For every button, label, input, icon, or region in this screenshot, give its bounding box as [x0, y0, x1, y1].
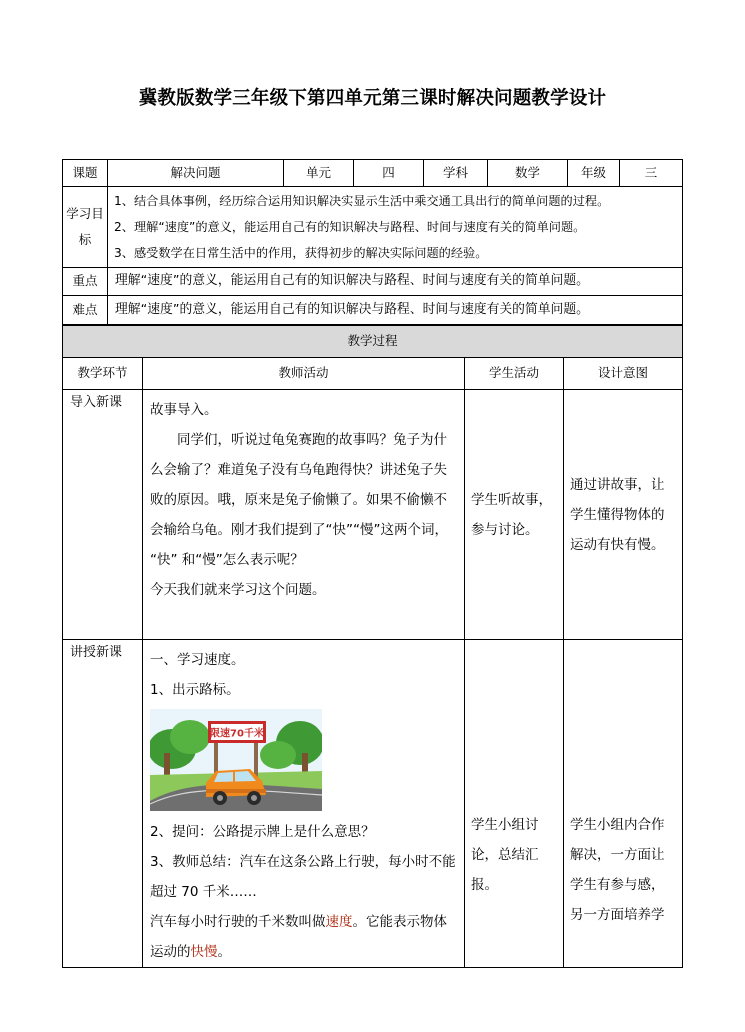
table-row [63, 390, 683, 640]
teacher-line: 一、学习速度。 [150, 652, 245, 668]
subject-label: 学科 [424, 160, 488, 187]
stage-intro: 导入新课 [63, 390, 143, 640]
speed-definition-part: 。它能表示物体运动的 [150, 914, 447, 960]
lesson-info-table [62, 159, 683, 325]
subject-value: 数学 [488, 160, 568, 187]
difficulty-value: 理解“速度”的意义，能运用自己有的知识解决与路程、时间与速度有关的简单问题。 [108, 296, 683, 325]
teacher-line: 故事导入。 [150, 402, 218, 418]
design-intent-new: 学生小组内合作解决，一方面让学生有参与感，另一方面培养学 [564, 640, 683, 968]
column-header-student: 学生活动 [465, 358, 564, 390]
teacher-line: 今天我们就来学习这个问题。 [150, 582, 326, 598]
teacher-line: 2、提问：公路提示牌上是什么意思？ [150, 824, 375, 840]
difficulty-label: 难点 [63, 296, 108, 325]
stage-new-lesson: 讲授新课 [63, 640, 143, 968]
student-activity-intro: 学生听故事，参与讨论。 [465, 390, 564, 640]
teaching-process-table [62, 325, 683, 968]
table-row [63, 640, 683, 968]
objective-item: 3、感受数学在日常生活中的作用，获得初步的解决实际问题的经验。 [114, 246, 488, 260]
speed-definition [150, 907, 457, 967]
column-header-stage: 教学环节 [63, 358, 143, 390]
teacher-activity-intro [143, 390, 465, 640]
document-title: 冀教版数学三年级下第四单元第三课时解决问题教学设计 [138, 88, 607, 109]
objective-item: 1、结合具体事例，经历综合运用知识解决实显示生活中乘交通工具出行的简单问题的过程。 [114, 194, 610, 208]
teacher-line: 1、出示路标。 [150, 682, 240, 698]
unit-label: 单元 [284, 160, 354, 187]
objectives-label: 学习目标 [63, 187, 108, 268]
objective-item: 2、理解“速度”的意义，能运用自己有的知识解决与路程、时间与速度有关的简单问题。 [114, 220, 586, 234]
speed-definition-part: 。 [217, 944, 231, 960]
grade-label: 年级 [568, 160, 620, 187]
design-intent-intro: 通过讲故事，让学生懂得物体的运动有快有慢。 [564, 390, 683, 640]
speed-term: 速度 [325, 914, 353, 930]
topic-value: 解决问题 [108, 160, 284, 187]
unit-value: 四 [354, 160, 424, 187]
speed-definition-part: 汽车每小时行驶的千米数叫做 [150, 914, 326, 930]
process-heading: 教学过程 [63, 326, 683, 358]
speed-term-fast-slow: 快慢 [190, 944, 218, 960]
student-activity-new: 学生小组讨论，总结汇报。 [465, 640, 564, 968]
speed-limit-sign-text: 限速70千米 [210, 728, 264, 740]
teacher-line: “快” 和“慢”怎么表示呢？ [150, 552, 304, 568]
road-sign-picture [150, 709, 322, 811]
key-point-value: 理解“速度”的意义，能运用自己有的知识解决与路程、时间与速度有关的简单问题。 [108, 268, 683, 296]
grade-value: 三 [620, 160, 683, 187]
objectives-cell [108, 187, 683, 268]
topic-label: 课题 [63, 160, 108, 187]
column-header-teacher: 教师活动 [143, 358, 465, 390]
teacher-line: 同学们，听说过龟兔赛跑的故事吗？兔子为什么会输了？难道兔子没有乌龟跑得快？讲述兔子失败的原因。哦，原来是兔子偷懒了。如果不偷懒不会输给乌龟。刚才我们提到了“快”“慢”这两个词， [150, 432, 448, 538]
teacher-line: 3、教师总结：汽车在这条公路上行驶，每小时不能超过 70 千米…… [150, 854, 456, 900]
key-point-label: 重点 [63, 268, 108, 296]
column-header-intent: 设计意图 [564, 358, 683, 390]
teacher-activity-new [143, 640, 465, 968]
